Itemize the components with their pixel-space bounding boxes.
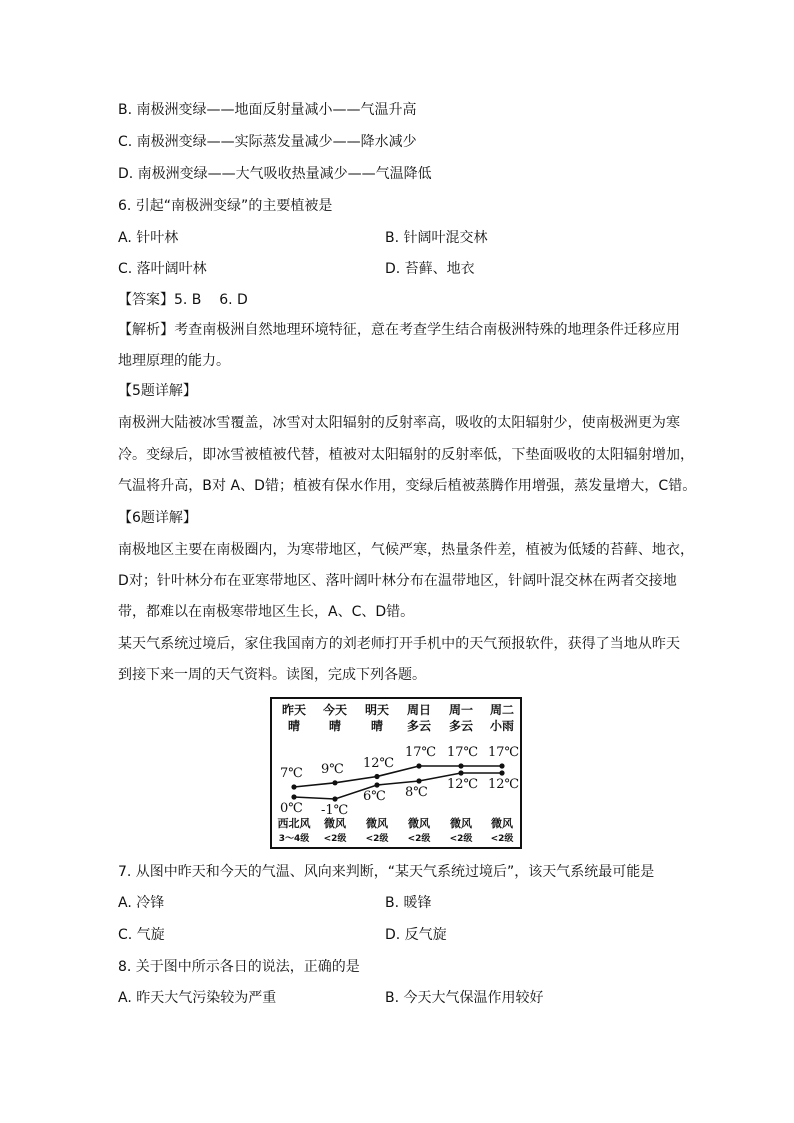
day-label-4: 周一 [448,703,473,717]
high-temp-label-0: 7℃ [280,766,303,781]
option-7d: D. 反气旋 [385,927,447,943]
question-7: 7. 从图中昨天和今天的气温、风向来判断，“某天气系统过境后”，该天气系统最可能是 [118,864,655,880]
wind-level-0: 3～4级 [278,834,310,844]
wind-level-2: <2级 [365,834,389,844]
day-label-1: 今天 [322,703,347,717]
high-temp-point-5 [499,763,504,768]
weather-label-4: 多云 [448,719,473,733]
wind-label-1: 微风 [324,817,346,830]
high-temp-label-5: 17℃ [488,745,520,760]
intro-line-2: 到接下来一周的天气资料。读图，完成下列各题。 [118,667,426,683]
low-temp-label-3: 8℃ [405,785,428,800]
weather-label-1: 晴 [328,719,341,733]
low-temp-label-4: 12℃ [447,777,479,792]
wind-label-0: 西北风 [277,817,311,830]
detail-5-line-2: 冷。变绿后，即冰雪被植被代替，植被对太阳辐射的反射率低，下垫面吸收的太阳辐射增加， [118,447,695,463]
option-7b: B. 暖锋 [385,895,432,911]
option-6b: B. 针阔叶混交林 [385,230,488,246]
wind-label-5: 微风 [491,817,513,830]
low-temp-label-0: 0℃ [280,801,303,816]
option-8b: B. 今天大气保温作用较好 [385,990,544,1006]
weather-forecast-chart [270,697,522,849]
wind-label-2: 微风 [366,817,388,830]
day-label-3: 周日 [406,703,431,717]
high-temp-point-0 [291,784,296,789]
high-temp-point-1 [332,780,337,785]
weather-label-3: 多云 [406,719,431,733]
detail-5-title: 【5题详解】 [118,383,197,399]
detail-6-title: 【6题详解】 [118,510,197,526]
day-label-2: 明天 [364,703,389,717]
detail-5-line-3: 气温将升高，B对 A、D错；植被有保水作用，变绿后植被蒸腾作用增强，蒸发量增大，C错。 [118,478,697,494]
low-temp-label-1: -1℃ [321,803,349,818]
analysis-line-1: 【解析】考查南极洲自然地理环境特征，意在考查学生结合南极洲特殊的地理条件迁移应用 [118,322,680,338]
day-label-5: 周二 [489,703,514,717]
low-temp-point-2 [374,782,379,787]
intro-line-1: 某天气系统过境后，家住我国南方的刘老师打开手机中的天气预报软件，获得了当地从昨天 [118,636,680,652]
option-6a: A. 针叶林 [118,230,179,246]
weather-label-0: 晴 [287,719,300,733]
high-temp-label-2: 12℃ [363,755,395,771]
weather-label-5: 小雨 [489,719,514,733]
high-temp-label-4: 17℃ [447,745,479,760]
analysis-line-2: 地理原理的能力。 [118,353,230,369]
answer-line: 【答案】5. B 6. D [118,292,248,308]
detail-6-line-3: 带，都难以在南极寒带地区生长，A、C、D错。 [118,604,415,620]
high-temp-label-1: 9℃ [321,761,344,777]
high-temp-point-3 [416,763,421,768]
option-7a: A. 冷锋 [118,895,165,911]
option-6d: D. 苔藓、地衣 [385,261,475,277]
option-7c: C. 气旋 [118,927,165,943]
option-8a: A. 昨天大气污染较为严重 [118,990,277,1006]
detail-6-line-2: D对；针叶林分布在亚寒带地区、落叶阔叶林分布在温带地区，针阔叶混交林在两者交接地 [118,573,677,589]
low-temp-label-5: 12℃ [488,777,520,792]
weather-label-2: 晴 [370,719,383,733]
day-label-0: 昨天 [281,703,306,717]
option-6c: C. 落叶阔叶林 [118,261,207,277]
wind-label-4: 微风 [450,817,472,830]
wind-level-4: <2级 [449,834,473,844]
high-temp-label-3: 17℃ [405,745,437,760]
low-temp-point-4 [458,770,463,775]
low-temp-label-2: 6℃ [363,789,386,804]
low-temp-point-5 [499,770,504,775]
wind-label-3: 微风 [408,817,430,830]
detail-5-line-1: 南极洲大陆被冰雪覆盖，冰雪对太阳辐射的反射率高，吸收的太阳辐射少，使南极洲更为寒 [118,415,680,431]
question-6: 6. 引起“南极洲变绿”的主要植被是 [118,198,333,214]
high-temp-point-4 [458,763,463,768]
low-temp-point-1 [332,796,337,801]
option-5c: C. 南极洲变绿——实际蒸发量减少——降水减少 [118,134,417,150]
option-5b: B. 南极洲变绿——地面反射量减小——气温升高 [118,102,417,118]
wind-level-3: <2级 [407,834,431,844]
low-temp-point-3 [416,778,421,783]
option-5d: D. 南极洲变绿——大气吸收热量减少——气温降低 [118,166,432,182]
detail-6-line-1: 南极地区主要在南极圈内，为寒带地区，气候严寒，热量条件差，植被为低矮的苔藓、地衣， [118,542,695,558]
question-8: 8. 关于图中所示各日的说法，正确的是 [118,959,360,975]
wind-level-1: <2级 [323,834,347,844]
high-temp-point-2 [374,774,379,779]
low-temp-point-0 [291,794,296,799]
wind-level-5: <2级 [490,834,514,844]
